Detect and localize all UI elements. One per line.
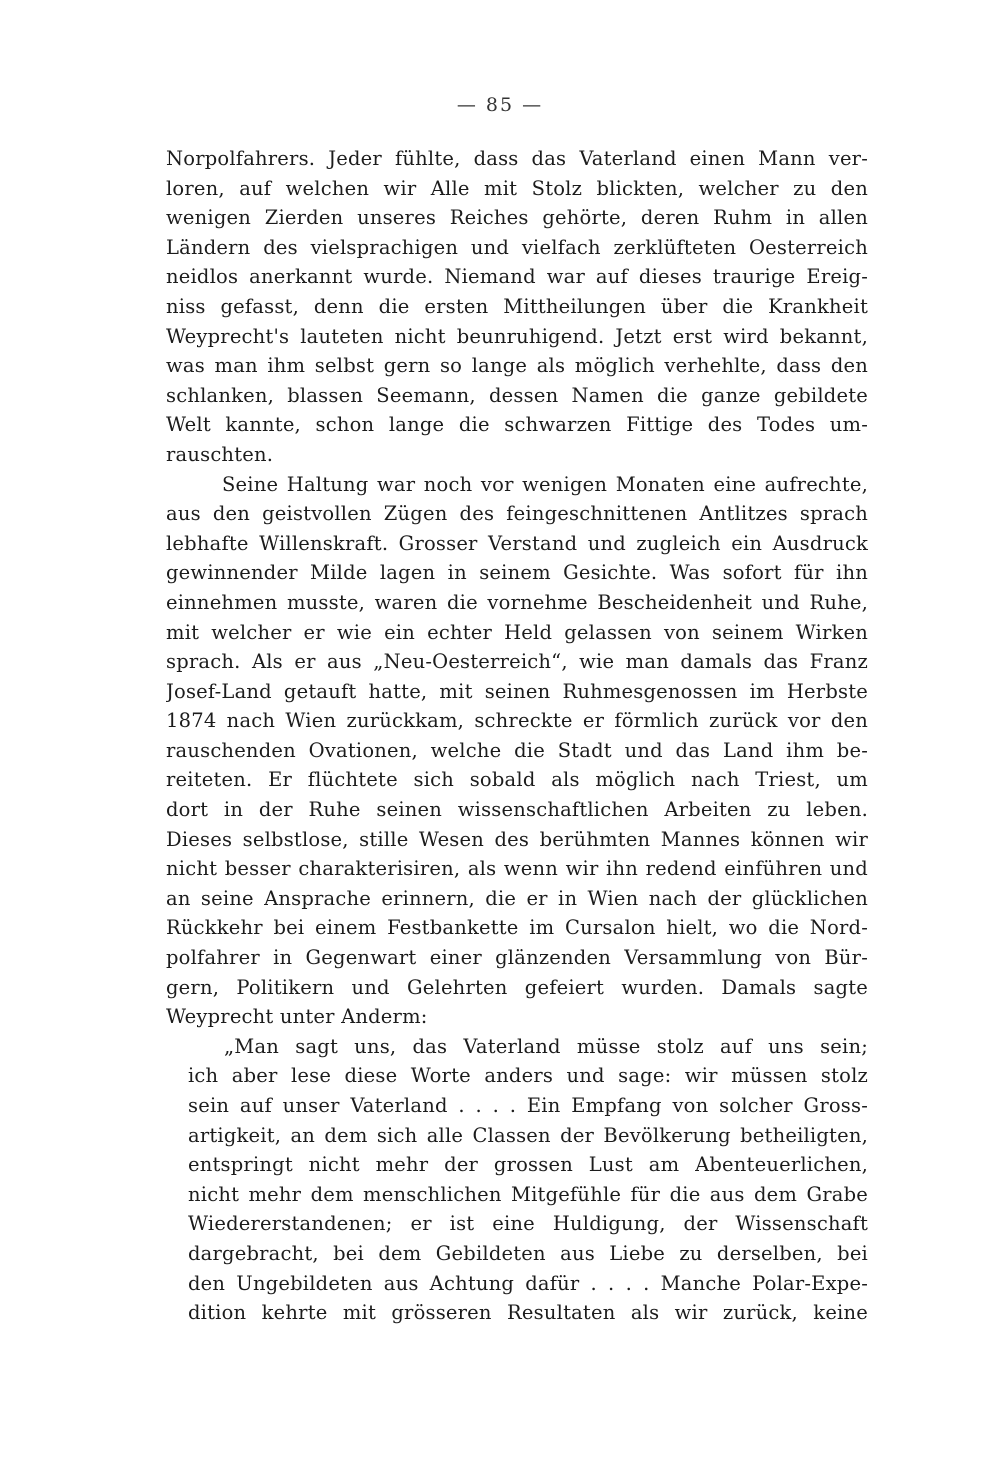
text-line: polfahrer in Gegenwart einer glänzenden Versammlung von Bür- [166,946,868,970]
text-line: lebhafte Willenskraft. Grosser Verstand und zugleich ein Ausdruck [166,531,868,555]
text-line: reiteten. Er flüchtete sich sobald als möglich nach Triest, um [166,768,868,792]
text-line: Norpolfahrers. Jeder fühlte, dass das Vaterland einen Mann ver- [166,147,868,170]
text-line: Welt kannte, schon lange die schwarzen Fittige des Todes um- [166,413,868,437]
text-line: Ländern des vielsprachigen und vielfach zerklüfteten Oesterreich [166,235,868,259]
text-line: rauschenden Ovationen, welche die Stadt und das Land ihm be- [166,738,868,762]
text-line: Weyprecht's lauteten nicht beunruhigend. Jetzt erst wird bekannt, [166,324,868,348]
text-line: einnehmen musste, waren die vornehme Bescheidenheit und Ruhe, [166,590,868,614]
text-line: Josef-Land getauft hatte, mit seinen Ruhmesgenossen im Herbste [166,679,868,703]
text-line: dort in der Ruhe seinen wissenschaftlichen Arbeiten zu leben. [166,798,868,822]
text-line: nicht mehr dem menschlichen Mitgefühle für die aus dem Grabe [188,1182,868,1206]
text-line: gewinnender Milde lagen in seinem Gesichte. Was sofort für ihn [166,561,868,585]
text-line: gern, Politikern und Gelehrten gefeiert wurden. Damals sagte [166,975,868,999]
text-line: ich aber lese diese Worte anders und sage: wir müssen stolz [188,1064,868,1088]
text-line: Wiedererstandenen; er ist eine Huldigung, der Wissenschaft [188,1212,868,1236]
text-line: an seine Ansprache erinnern, die er in Wien nach der glücklichen [166,886,868,910]
text-line: den Ungebildeten aus Achtung dafür . . . . Manche Polar-Expe- [188,1271,868,1295]
text-line: rauschten. [166,442,274,466]
page-number: — 85 — [456,94,544,116]
text-line: wenigen Zierden unseres Reiches gehörte, deren Ruhm in allen [166,206,868,230]
text-line: dargebracht, bei dem Gebildeten aus Liebe zu derselben, bei [188,1241,868,1265]
text-line: 1874 nach Wien zurückkam, schreckte er förmlich zurück vor den [166,709,868,733]
text-line: nicht besser charakterisiren, als wenn wir ihn redend einführen und [166,857,868,881]
text-line: sprach. Als er aus „Neu-Oesterreich“, wie man damals das Franz [166,650,868,674]
text-line: dition kehrte mit grösseren Resultaten als wir zurück, keine [188,1301,868,1325]
text-line: sein auf unser Vaterland . . . . Ein Empfang von solcher Gross- [188,1094,868,1117]
text-line: schlanken, blassen Seemann, dessen Namen die ganze gebildete [166,383,868,407]
text-line: aus den geistvollen Zügen des feingeschnittenen Antlitzes sprach [166,502,868,526]
text-line: Dieses selbstlose, stille Wesen des berühmten Mannes können wir [166,827,868,851]
text-line: Rückkehr bei einem Festbankette im Cursalon hielt, wo die Nord- [166,916,868,940]
text-line: entspringt nicht mehr der grossen Lust am Abenteuerlichen, [188,1153,868,1177]
text-line: niss gefasst, denn die ersten Mittheilungen über die Krankheit [166,294,868,318]
text-line: Seine Haltung war noch vor wenigen Monaten eine aufrechte, [222,472,868,496]
text-line: artigkeit, an dem sich alle Classen der Bevölkerung betheiligten, [188,1123,868,1147]
text-line: mit welcher er wie ein echter Held gelassen von seinem Wirken [166,620,868,644]
text-line: neidlos anerkannt wurde. Niemand war auf dieses traurige Ereig- [166,265,868,289]
text-line: loren, auf welchen wir Alle mit Stolz blickten, welcher zu den [166,176,868,200]
text-line: was man ihm selbst gern so lange als möglich verhehlte, dass den [166,354,868,378]
body-text [166,144,868,1328]
text-line: „Man sagt uns, das Vaterland müsse stolz auf uns sein; [224,1034,868,1058]
text-line: Weyprecht unter Anderm: [166,1005,428,1029]
